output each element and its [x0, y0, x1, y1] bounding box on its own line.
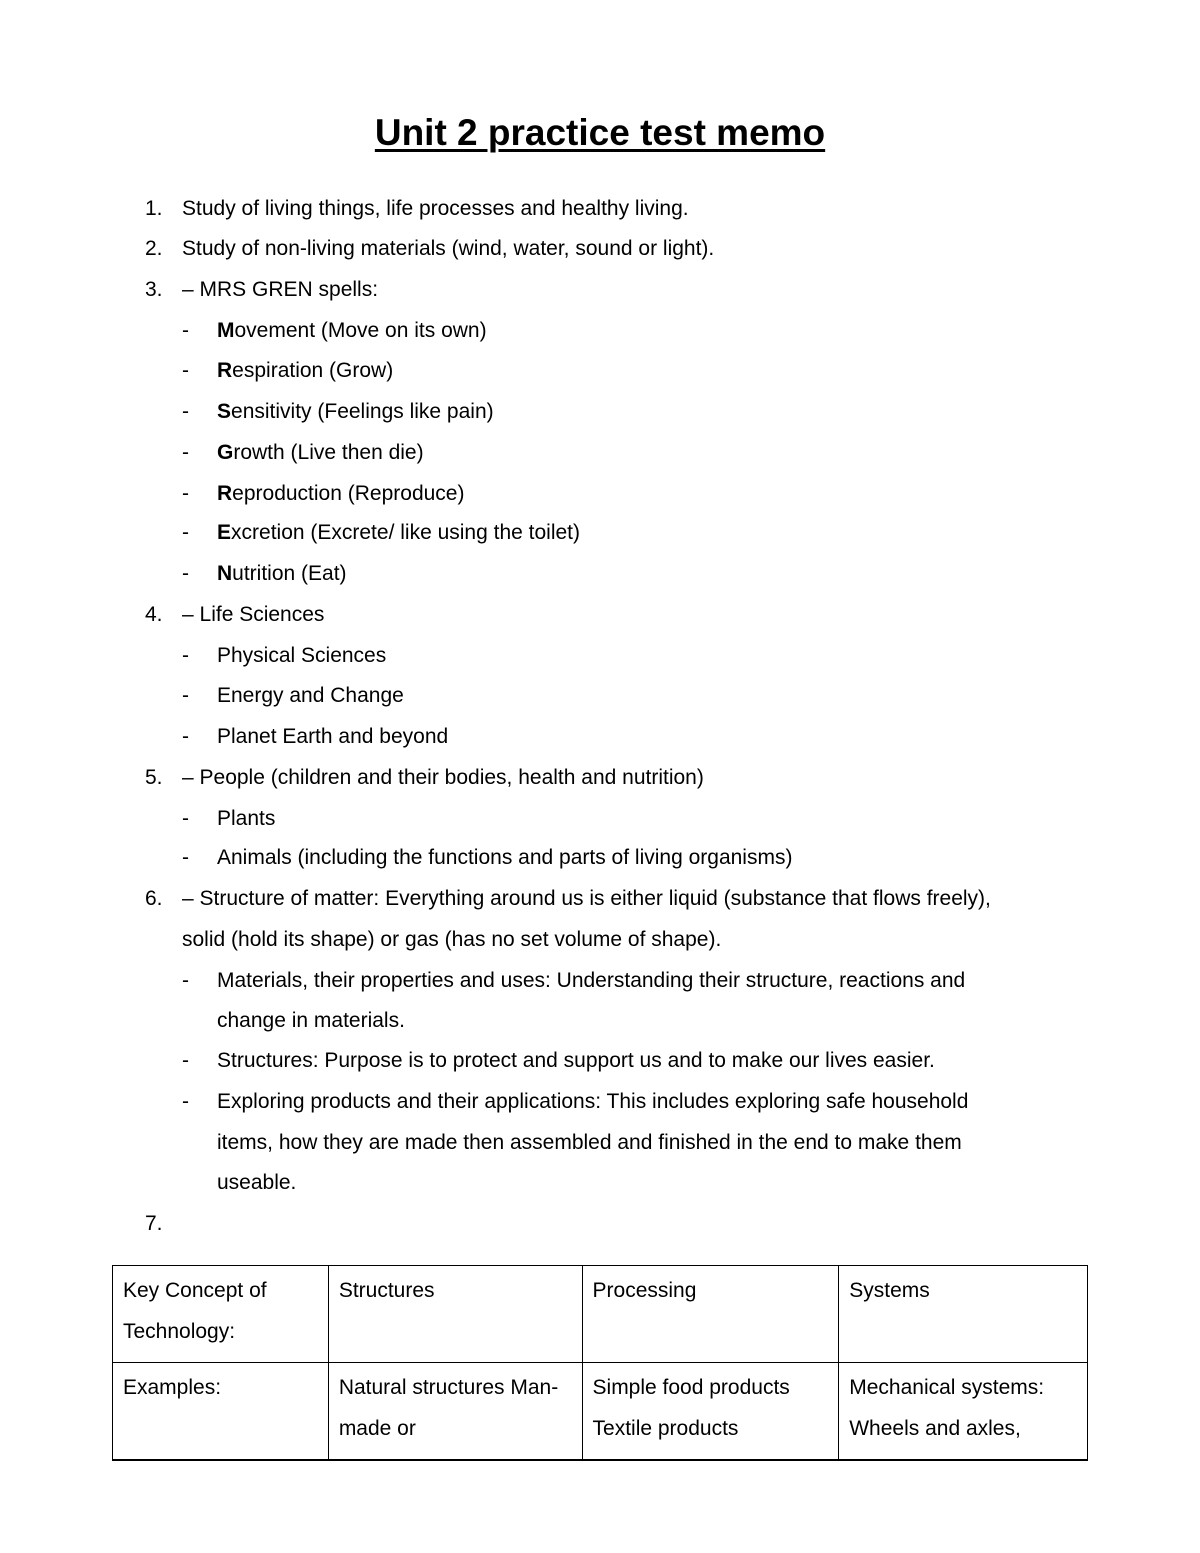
bullet-dash: - — [182, 807, 189, 830]
item-number-3: 3. — [145, 278, 163, 301]
bullet-dash: - — [182, 319, 189, 342]
mrs-item-excretion: Excretion (Excrete/ like using the toilet) — [217, 521, 580, 544]
sub-item-continuation: items, how they are made then assembled and finished in the end to make them — [217, 1131, 962, 1154]
sub-item: Planet Earth and beyond — [217, 725, 449, 748]
sub-item-continuation: useable. — [217, 1171, 297, 1194]
bullet-dash: - — [182, 725, 189, 748]
table-cell: Structures — [328, 1266, 582, 1363]
item-text-6a: – Structure of matter: Everything around us is either liquid (substance that flows freely), — [182, 887, 991, 910]
bullet-dash: - — [182, 969, 189, 992]
mrs-item-movement: Movement (Move on its own) — [217, 319, 487, 342]
page-title: Unit 2 practice test memo — [374, 112, 826, 153]
item-number-7: 7. — [145, 1212, 163, 1235]
sub-item: Energy and Change — [217, 684, 404, 707]
table-cell: Processing — [582, 1266, 839, 1363]
item-number-5: 5. — [145, 766, 163, 789]
bullet-dash: - — [182, 562, 189, 585]
sub-item: Animals (including the functions and parts of living organisms) — [217, 846, 793, 869]
table-row — [113, 1266, 1088, 1363]
table-cell: Mechanical systems: Wheels and axles, — [839, 1363, 1088, 1461]
sub-item: Exploring products and their applications: This includes exploring safe household — [217, 1090, 969, 1113]
mrs-item-sensitivity: Sensitivity (Feelings like pain) — [217, 400, 494, 423]
item-text-2: Study of non-living materials (wind, water, sound or light). — [182, 237, 715, 260]
mrs-item-nutrition: Nutrition (Eat) — [217, 562, 347, 585]
bullet-dash: - — [182, 482, 189, 505]
item-text-3: – MRS GREN spells: — [182, 278, 379, 301]
table-cell: Simple food products Textile products — [582, 1363, 839, 1461]
sub-item: Materials, their properties and uses: Understanding their structure, reactions and — [217, 969, 966, 992]
item-text-1: Study of living things, life processes and healthy living. — [182, 197, 689, 220]
bullet-dash: - — [182, 521, 189, 544]
item-text-5: – People (children and their bodies, health and nutrition) — [182, 766, 704, 789]
item-text-6b: solid (hold its shape) or gas (has no set volume of shape). — [182, 928, 722, 951]
bullet-dash: - — [182, 846, 189, 869]
sub-item: Physical Sciences — [217, 644, 387, 667]
table-cell: Key Concept of Technology: — [113, 1266, 329, 1363]
bullet-dash: - — [182, 441, 189, 464]
technology-concepts-table — [112, 1265, 1088, 1461]
item-number-2: 2. — [145, 237, 163, 260]
item-number-6: 6. — [145, 887, 163, 910]
mrs-item-respiration: Respiration (Grow) — [217, 359, 394, 382]
sub-item: Structures: Purpose is to protect and support us and to make our lives easier. — [217, 1049, 935, 1072]
item-number-1: 1. — [145, 197, 163, 220]
table-cell: Examples: — [113, 1363, 329, 1461]
table-cell: Systems — [839, 1266, 1088, 1363]
table-cell: Natural structures Man-made or — [328, 1363, 582, 1461]
item-text-4: – Life Sciences — [182, 603, 325, 626]
table-row — [113, 1363, 1088, 1461]
sub-item: Plants — [217, 807, 276, 830]
bullet-dash: - — [182, 1090, 189, 1113]
mrs-item-reproduction: Reproduction (Reproduce) — [217, 482, 465, 505]
sub-item-continuation: change in materials. — [217, 1009, 405, 1032]
mrs-item-growth: Growth (Live then die) — [217, 441, 424, 464]
bullet-dash: - — [182, 1049, 189, 1072]
bullet-dash: - — [182, 644, 189, 667]
bullet-dash: - — [182, 359, 189, 382]
item-number-4: 4. — [145, 603, 163, 626]
bullet-dash: - — [182, 684, 189, 707]
bullet-dash: - — [182, 400, 189, 423]
